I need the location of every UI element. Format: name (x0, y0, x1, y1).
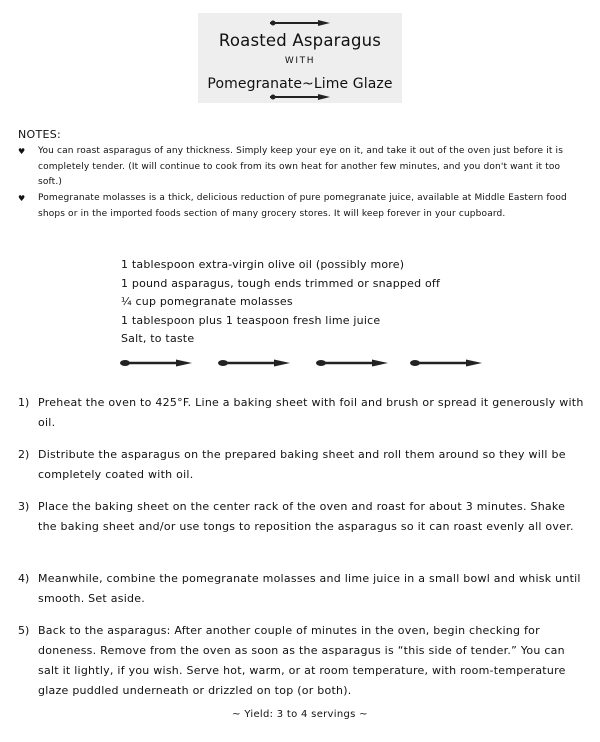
ingredient-item: 1 pound asparagus, tough ends trimmed or snapped off (121, 276, 441, 290)
heart-bullet-icon: ♥ (18, 194, 26, 203)
yield-line: ~ Yield: 3 to 4 servings ~ (232, 709, 368, 720)
note-item: You can roast asparagus of any thickness. Simply keep your eye on it, and take it out of the oven just before it is completely tender. (It will continue to cook from its own heat for another few minutes, and you don't want it too soft.) (38, 146, 564, 187)
step-number: 4) (18, 572, 30, 585)
ingredient-item: 1 tablespoon extra-virgin olive oil (possibly more) (121, 258, 405, 271)
recipe-subtitle: Pomegranate~Lime Glaze (207, 76, 393, 92)
asparagus-spear-icon (268, 93, 332, 101)
step-text: Distribute the asparagus on the prepared baking sheet and roll them around so they will be completely coated with oil. (38, 448, 566, 481)
asparagus-spear-icon (268, 19, 332, 27)
note-item: Pomegranate molasses is a thick, delicious reduction of pure pomegranate juice, available at Middle Eastern food shops or in the imported foods section of many grocery stores. It will keep forever in your cupboard. (38, 193, 567, 219)
title-block (198, 13, 402, 103)
step-text: Meanwhile, combine the pomegranate molasses and lime juice in a small bowl and whisk until smooth. Set aside. (38, 572, 581, 605)
ingredients-list (121, 256, 440, 349)
step-number: 3) (18, 500, 30, 513)
recipe-title: Roasted Asparagus (218, 31, 382, 50)
step-number: 5) (18, 624, 30, 637)
recipe-title-connector: WITH (284, 56, 316, 66)
asparagus-divider (118, 358, 498, 370)
asparagus-spear-icon (314, 358, 389, 368)
asparagus-spear-icon (118, 358, 193, 368)
step-number: 1) (18, 396, 30, 409)
heart-bullet-icon: ♥ (18, 147, 26, 156)
ingredient-item: ¼ cup pomegranate molasses (121, 295, 293, 308)
step-text: Back to the asparagus: After another couple of minutes in the oven, begin checking for doneness. Remove from the oven as soon as the asparagus is “this side of tender.” You can salt it lightly, if you wish. Serve hot, warm, or at room temperature, with room-temperature glaze puddled underneath or drizzled on top (or both). (38, 624, 566, 697)
asparagus-spear-icon (408, 358, 483, 368)
ingredient-item: 1 tablespoon plus 1 teaspoon fresh lime juice (121, 313, 381, 327)
ingredient-item: Salt, to taste (121, 332, 195, 345)
step-text: Preheat the oven to 425°F. Line a baking sheet with foil and brush or spread it generously with oil. (38, 396, 584, 429)
step-text: Place the baking sheet on the center rack of the oven and roast for about 3 minutes. Shake the baking sheet and/or use tongs to reposition the asparagus so it can roast evenly all over. (38, 500, 574, 533)
asparagus-spear-icon (216, 358, 291, 368)
step-number: 2) (18, 448, 30, 461)
notes-heading: NOTES: (18, 128, 62, 141)
